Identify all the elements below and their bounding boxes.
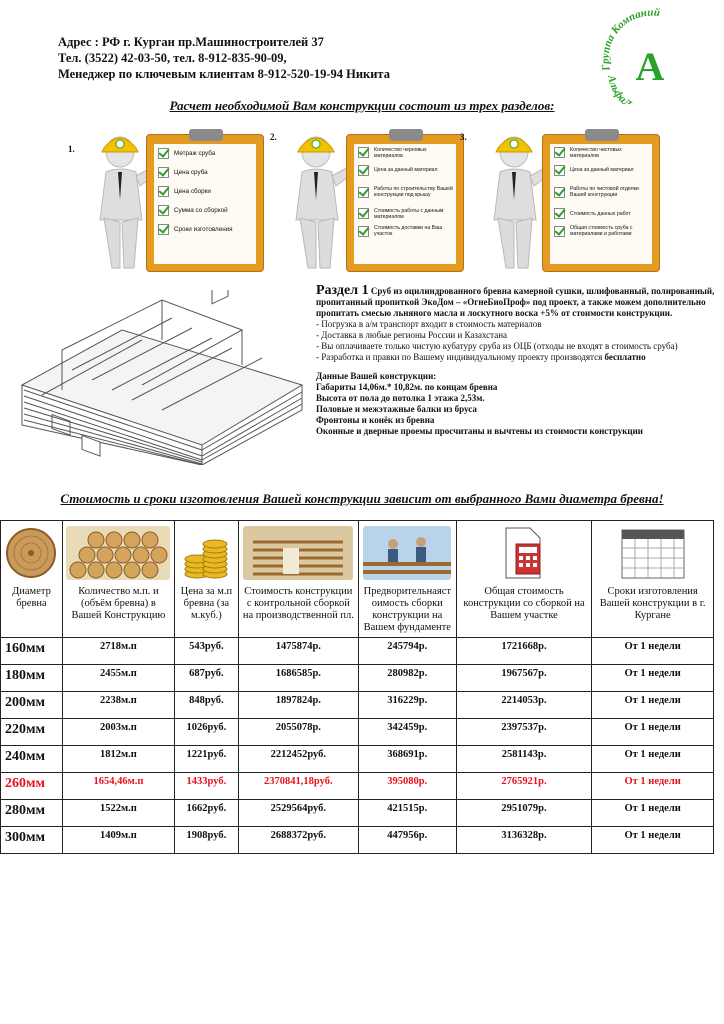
table-cell: 1654,46м.п — [62, 773, 174, 800]
table-cell: От 1 недели — [592, 773, 714, 800]
col-header-construction-cost: Стоимость конструкции с контрольной сборкой на производственной пл. — [238, 521, 358, 638]
table-cell: От 1 недели — [592, 746, 714, 773]
step-1 — [66, 130, 276, 275]
bullet-item: - Погрузка в а/м транспорт входит в стоимость материалов — [316, 319, 542, 329]
col-header-deadline: Сроки изготовления Вашей конструкции в г. Кургане — [592, 521, 714, 638]
table-cell: 2397537р. — [456, 719, 592, 746]
section2-title: Стоимость и сроки изготовления Вашей конструкции зависит от выбранного Вами диаметра бревна! — [60, 491, 664, 506]
table-cell: 1522м.п — [62, 800, 174, 827]
col-header-total-cost: Общая стоимость конструкции со сборкой на Вашем участке — [456, 521, 592, 638]
table-cell: 395080р. — [358, 773, 456, 800]
col-header-assembly-cost: Предворительнаяст оимость сборки конструкции на Вашем фундаменте — [358, 521, 456, 638]
table-cell: 2688372руб. — [238, 827, 358, 854]
table-row — [1, 827, 714, 854]
table-cell: 1967567р. — [456, 665, 592, 692]
table-cell: 2003м.п — [62, 719, 174, 746]
table-cell: 2951079р. — [456, 800, 592, 827]
price-table — [0, 520, 714, 854]
table-cell: 3136328р. — [456, 827, 592, 854]
table-cell: 1409м.п — [62, 827, 174, 854]
table-cell: 543руб. — [174, 638, 238, 665]
table-cell: 342459р. — [358, 719, 456, 746]
calculator-document-icon — [502, 526, 546, 580]
table-cell: 1721668р. — [456, 638, 592, 665]
diameter-cell: 160мм — [1, 638, 63, 665]
diameter-cell: 240мм — [1, 746, 63, 773]
table-header-row — [1, 521, 714, 638]
diameter-cell: 180мм — [1, 665, 63, 692]
svg-text:АльфаЛес45: АльфаЛ — [604, 74, 634, 104]
table-cell: 2529564руб. — [238, 800, 358, 827]
table-row — [1, 665, 714, 692]
table-cell: 1475874р. — [238, 638, 358, 665]
table-row — [1, 800, 714, 827]
table-row — [1, 638, 714, 665]
table-cell: 1026руб. — [174, 719, 238, 746]
bullet-item: - Доставка в любые регионы России и Казахстана — [316, 330, 508, 340]
manager-line: Менеджер по ключевым клиентам 8-912-520-19-94 Никита — [58, 67, 390, 81]
logo-letter: А — [635, 44, 665, 89]
table-cell: 1908руб. — [174, 827, 238, 854]
table-cell: От 1 недели — [592, 692, 714, 719]
workers-icon — [363, 526, 451, 580]
table-cell: 2212452руб. — [238, 746, 358, 773]
table-cell: 2238м.п — [62, 692, 174, 719]
table-cell: 1662руб. — [174, 800, 238, 827]
table-cell: 245794р. — [358, 638, 456, 665]
step-3 — [460, 130, 680, 275]
table-row — [1, 746, 714, 773]
checklist-clipboard: Количество черновых материалов Цена за данный материал Работы по строительству Вашей конструкции под крышу Стоимость работы с данным материалом Стоимость доставки на Ваш участок — [346, 134, 464, 272]
table-cell: 1221руб. — [174, 746, 238, 773]
table-cell: 1812м.п — [62, 746, 174, 773]
table-cell: 2370841,18руб. — [238, 773, 358, 800]
table-cell: 1433руб. — [174, 773, 238, 800]
section1-description — [316, 285, 718, 437]
table-body — [1, 638, 714, 854]
log-stack-icon — [66, 526, 170, 580]
table-row — [1, 773, 714, 800]
table-cell: 2455м.п — [62, 665, 174, 692]
table-cell: 447956р. — [358, 827, 456, 854]
bullet-item: - Разработка и правки по Вашему индивидуальному проекту производятся — [316, 352, 603, 362]
construction-data-title: Данные Вашей конструкции: — [316, 371, 437, 381]
table-cell: 2214053р. — [456, 692, 592, 719]
step-number: 2. — [270, 132, 277, 142]
coins-icon — [181, 526, 231, 580]
table-cell: От 1 недели — [592, 665, 714, 692]
data-line: Оконные и дверные проемы просчитаны и вычтены из стоимости конструкции — [316, 426, 643, 436]
table-cell: 687руб. — [174, 665, 238, 692]
svg-text:Группа Компаний: Группа Компаний — [599, 8, 661, 72]
checklist-clipboard: Количество чистовых материалов Цена за данный материал Работы по чистовой отделки Вашей конструкции Стоимость данных работ Общая стоимость сруба с материалами и работами — [542, 134, 660, 272]
step-number: 3. — [460, 132, 467, 142]
house-model-illustration — [12, 290, 312, 465]
table-cell: От 1 недели — [592, 719, 714, 746]
diameter-cell: 220мм — [1, 719, 63, 746]
log-end-icon — [5, 526, 57, 580]
table-cell: 316229р. — [358, 692, 456, 719]
diameter-cell: 300мм — [1, 827, 63, 854]
table-row — [1, 719, 714, 746]
table-cell: 368691р. — [358, 746, 456, 773]
diameter-cell: 260мм — [1, 773, 63, 800]
data-line: Половые и межэтажные балки из бруса — [316, 404, 477, 414]
data-line: Габариты 14,06м.* 10,82м. по концам бревна — [316, 382, 498, 392]
checklist-clipboard: Метраж сруба Цена сруба Цена сборки Сумма со сборкой Сроки изготовления — [146, 134, 264, 272]
table-cell: 2765921р. — [456, 773, 592, 800]
calendar-icon — [618, 526, 688, 580]
phone-line: Тел. (3522) 42-03-50, тел. 8-912-835-90-09, — [58, 51, 287, 65]
address-line: Адрес : РФ г. Курган пр.Машиностроителей 37 — [58, 35, 324, 49]
col-header-diameter: Диаметр бревна — [1, 521, 63, 638]
table-cell: 1897824р. — [238, 692, 358, 719]
table-cell: 2581143р. — [456, 746, 592, 773]
diameter-cell: 200мм — [1, 692, 63, 719]
table-cell: 280982р. — [358, 665, 456, 692]
table-cell: От 1 недели — [592, 638, 714, 665]
table-cell: От 1 недели — [592, 827, 714, 854]
log-frame-icon — [243, 526, 353, 580]
header-contacts — [58, 34, 578, 82]
table-cell: 421515р. — [358, 800, 456, 827]
table-cell: 2718м.п — [62, 638, 174, 665]
step-number: 1. — [68, 144, 75, 154]
section1-heading: Раздел 1 — [316, 283, 369, 298]
data-line: Высота от пола до потолка 1 этажа 2,53м. — [316, 393, 485, 403]
step-2 — [268, 130, 478, 275]
section1-title: Расчет необходимой Вам конструкции состоит из трех разделов: — [169, 98, 555, 113]
section1-intro: Сруб из оцилиндрованного бревна камерной сушки, шлифованный, полированный, пропитанный пропиткой ЭкоДом – «ОгнеБиоПроф» под проект, а также можем дополнительно пропитать смесью льняного масла и лоскутного воска +5% от стоимости конструкции. — [316, 286, 715, 318]
bullet-bold: бесплатно — [604, 352, 646, 362]
table-cell: 1686585р. — [238, 665, 358, 692]
col-header-price: Цена за м.п бревна (за м.куб.) — [174, 521, 238, 638]
diameter-cell: 280мм — [1, 800, 63, 827]
table-cell: От 1 недели — [592, 800, 714, 827]
table-row — [1, 692, 714, 719]
data-line: Фронтоны и конёк из бревна — [316, 415, 435, 425]
table-cell: 2055078р. — [238, 719, 358, 746]
bullet-item: - Вы оплачиваете только чистую кубатуру сруба из ОЦБ (отходы не входят в стоимость сруба) — [316, 341, 678, 351]
company-logo — [590, 8, 710, 104]
col-header-quantity: Количество м.п. и (объём бревна) в Вашей Конструкцию — [62, 521, 174, 638]
table-cell: 848руб. — [174, 692, 238, 719]
